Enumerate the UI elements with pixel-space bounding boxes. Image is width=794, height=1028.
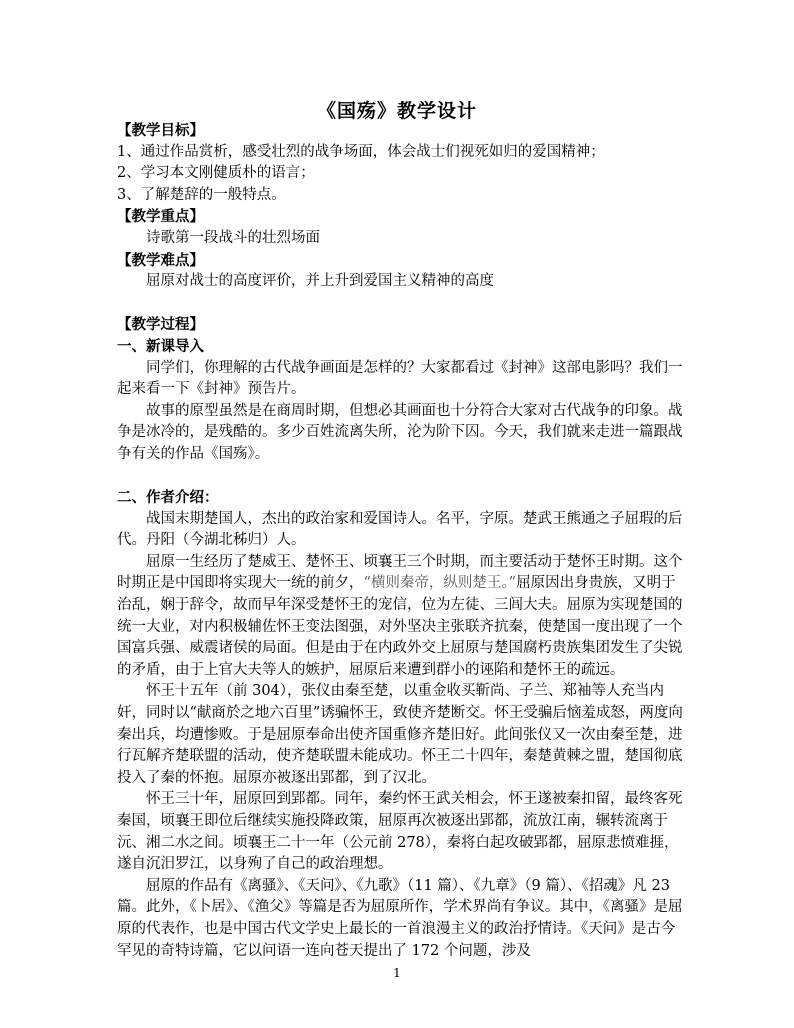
section2-paragraph: 怀王三十年，屈原回到郢都。同年，秦约怀王武关相会，怀王遂被秦扣留，最终客死秦国，顷襄王即位后继续实施投降政策，屈原再次被逐出郢都，流放江南，辗转流离于沅、湘二水之间。顷襄王二十一年（公元前 278），秦将白起攻破郢都，屈原悲愤难捱，遂自沉汨罗江，以身殉了自己的政治理想。 (117, 791, 683, 873)
difficulty-heading: 【教学难点】 (117, 251, 204, 269)
goal-item: 1、通过作品赏析，感受壮烈的战争场面，体会战士们视死如归的爱国精神； (117, 143, 605, 160)
goal-item: 3、了解楚辞的一般特点。 (117, 186, 286, 203)
difficulty-text: 屈原对战士的高度评价，并上升到爱国主义精神的高度 (146, 273, 494, 290)
section1-heading: 一、新课导入 (117, 337, 204, 355)
key-point-text: 诗歌第一段战斗的壮烈场面 (146, 229, 320, 246)
goal-item: 2、学习本文刚健质朴的语言； (117, 165, 315, 182)
quoted-saying: “横则秦帝，纵则楚王。” (363, 575, 517, 592)
document-body (117, 120, 687, 962)
section2-heading: 二、作者介绍： (117, 489, 219, 507)
document-title: 《国殇》教学设计 (316, 100, 477, 122)
goals-heading: 【教学目标】 (117, 122, 204, 139)
section1-paragraph: 同学们，你理解的古代战争画面是怎样的？大家都看过《封神》这部电影吗？我们一起来看一下《封神》预告片。 (117, 359, 683, 398)
paragraph-text: 屈原一生经历了楚威王、楚怀王、顷襄王三个时期，而主要活动于楚怀王时期。这个时期正是中国即将实现大一统的前夕， (117, 553, 683, 592)
section1-paragraph: 故事的原型虽然是在商周时期，但想必其画面也十分符合大家对古代战争的印象。战争是冰冷的，是残酷的。多少百姓流离失所，沦为阶下囚。今天，我们就来走进一篇跟战争有关的作品《国殇》。 (117, 402, 683, 462)
process-heading: 【教学过程】 (117, 316, 204, 334)
section2-paragraph: 战国末期楚国人，杰出的政治家和爱国诗人。名平，字原。楚武王熊通之子屈瑕的后代。丹阳（今湖北秭归）人。 (117, 510, 683, 549)
section2-paragraph: 屈原的作品有《离骚》、《天问》、《九歌》（11 篇）、《九章》（9 篇）、《招魂》凡 23 篇。此外，《卜居》、《渔父》等篇是否为屈原所作，学术界尚有争议。其中，《离骚》是屈原的代表作，也是中国古代文学史上最长的一首浪漫主义的政治抒情诗。《天问》是古今罕见的奇特诗篇，它以问语一连向苍天提出了 172 个问题，涉及 (117, 877, 683, 959)
key-point-heading: 【教学重点】 (117, 208, 204, 226)
page-number: 1 (393, 966, 401, 980)
section2-paragraph (117, 552, 687, 682)
section2-paragraph: 怀王十五年（前 304），张仪由秦至楚，以重金收买靳尚、子兰、郑袖等人充当内奸，同时以“献商於之地六百里”诱骗怀王，致使齐楚断交。怀王受骗后恼羞成怒，两度向秦出兵，均遭惨败。于是屈原奉命出使齐国重修齐楚旧好。此间张仪又一次由秦至楚，进行瓦解齐楚联盟的活动，使齐楚联盟未能成功。怀王二十四年，秦楚黄棘之盟，楚国彻底投入了秦的怀抱。屈原亦被逐出郢都，到了汉北。 (117, 683, 683, 786)
paragraph-text: 屈原因出身贵族，又明于治乱，娴于辞令，故而早年深受楚怀王的宠信，位为左徒、三闾大夫。屈原为实现楚国的统一大业，对内积极辅佐怀王变法图强，对外坚决主张联齐抗秦，使楚国一度出现了一个国富兵强、威震诸侯的局面。但是由于在内政外交上屈原与楚国腐朽贵族集团发生了尖锐的矛盾，由于上官大夫等人的嫉护，屈原后来遭到群小的诬陷和楚怀王的疏远。 (117, 575, 683, 678)
